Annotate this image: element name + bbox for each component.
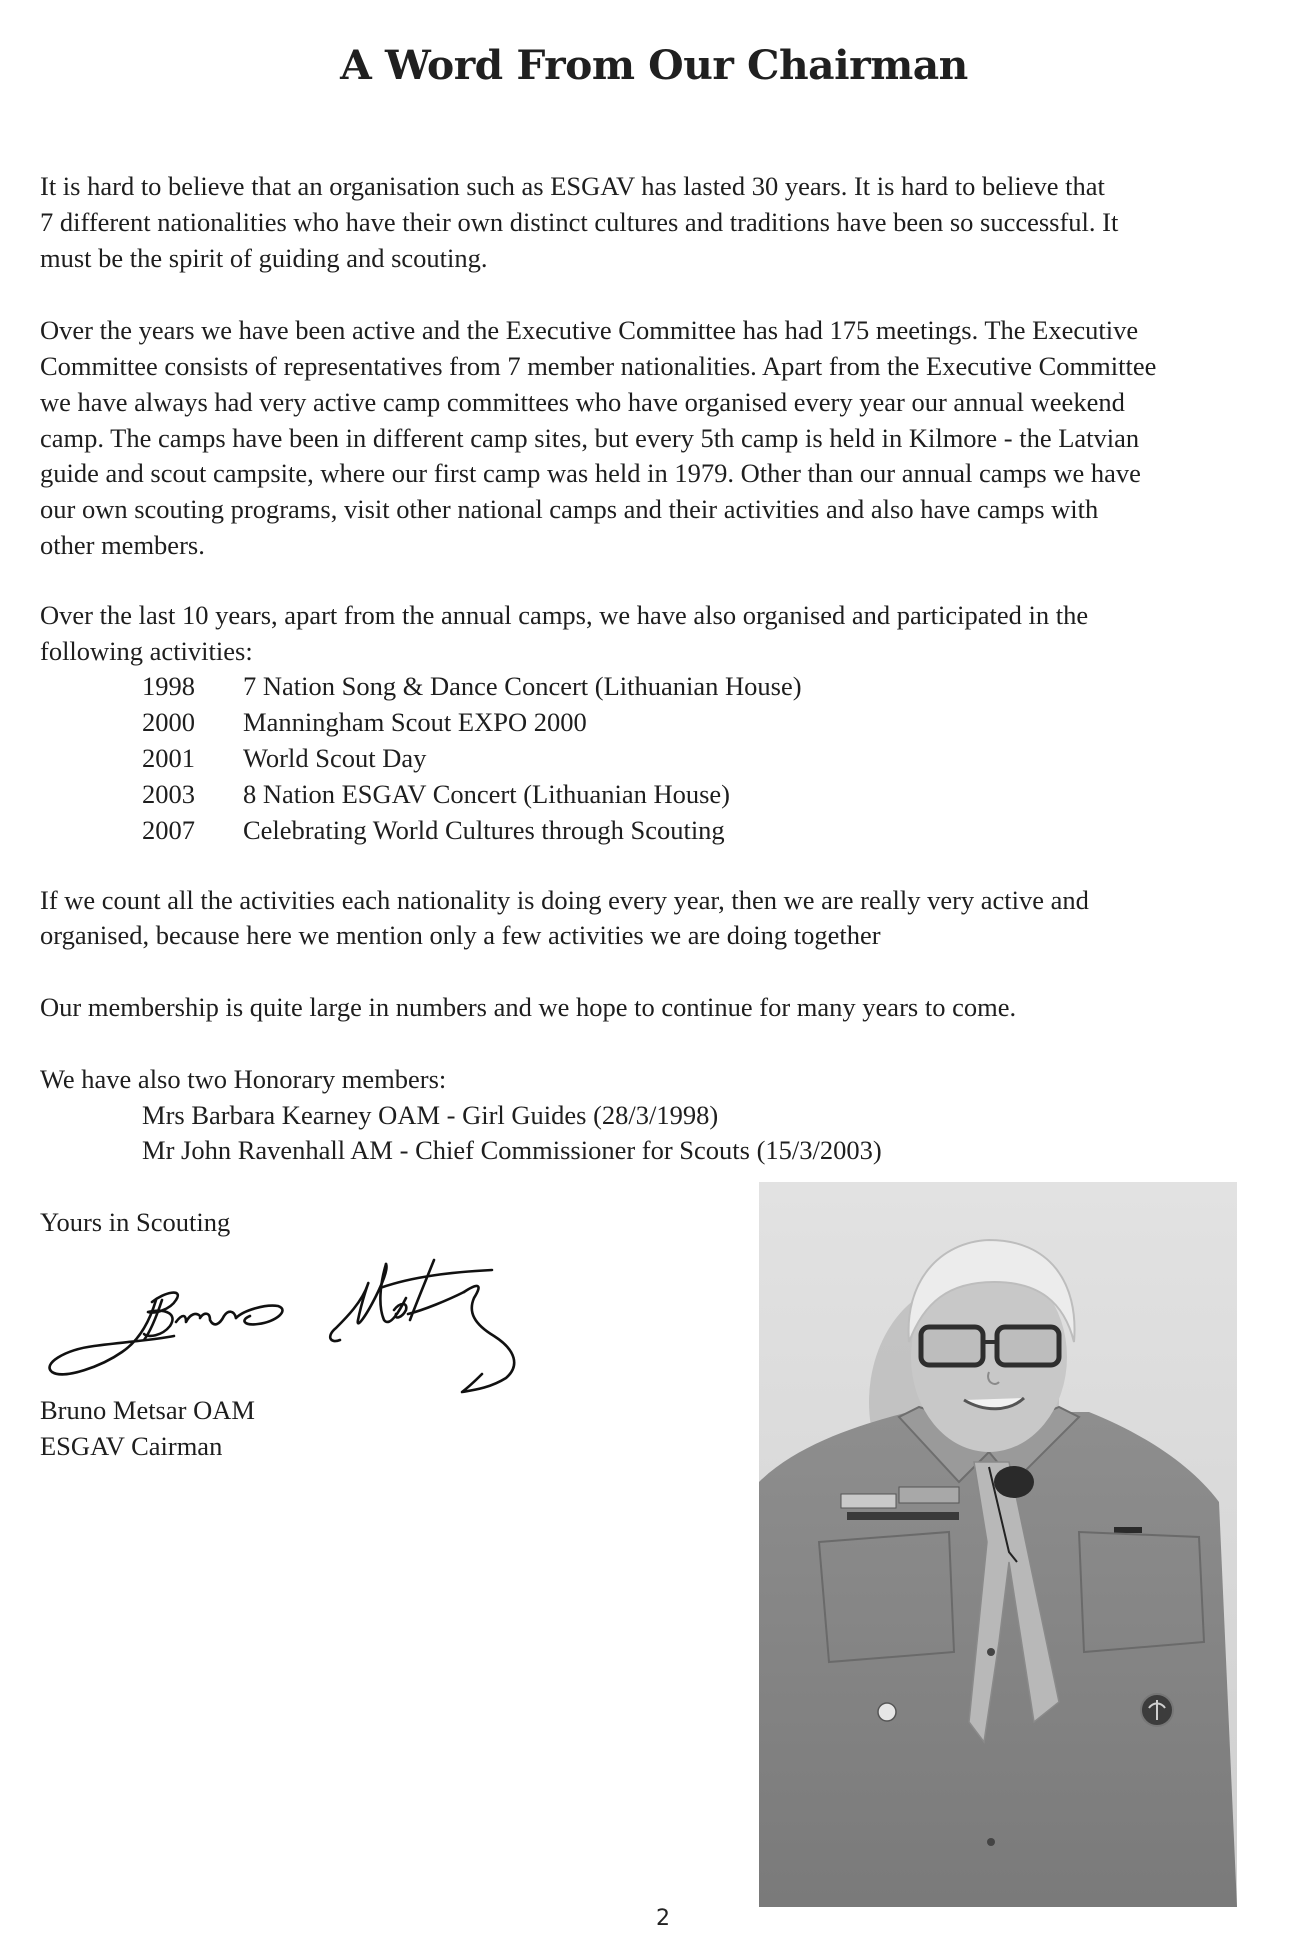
activity-year: 1998 bbox=[142, 671, 195, 701]
paragraph-2-line: camp. The camps have been in different camp sites, but every 5th camp is held in Kilmore - the Latvian bbox=[40, 423, 1140, 453]
activity-year: 2001 bbox=[142, 743, 195, 773]
signatory-name: Bruno Metsar OAM bbox=[40, 1395, 255, 1425]
closing-text: Yours in Scouting bbox=[40, 1207, 231, 1237]
activity-name: 8 Nation ESGAV Concert (Lithuanian House) bbox=[243, 779, 730, 809]
activity-year: 2007 bbox=[142, 815, 195, 845]
paragraph-2-line: we have always had very active camp committees who have organised every year our annual weekend bbox=[40, 387, 1125, 417]
paragraph-2-line: Committee consists of representatives from 7 member nationalities. Apart from the Executive Committee bbox=[40, 351, 1157, 381]
paragraph-2-line: Over the years we have been active and the Executive Committee has had 175 meetings. The Executive bbox=[40, 315, 1139, 345]
paragraph-1-line: must be the spirit of guiding and scouting. bbox=[40, 243, 488, 273]
activity-name: World Scout Day bbox=[243, 743, 427, 773]
honorary-member: Mr John Ravenhall AM - Chief Commissioner for Scouts (15/3/2003) bbox=[142, 1135, 882, 1165]
signatory-role: ESGAV Cairman bbox=[40, 1431, 223, 1461]
paragraph-1-line: It is hard to believe that an organisation such as ESGAV has lasted 30 years. It is hard to believe that bbox=[40, 171, 1105, 201]
paragraph-3-line: Over the last 10 years, apart from the annual camps, we have also organised and participated in the bbox=[40, 600, 1089, 630]
signature bbox=[44, 1240, 584, 1410]
paragraph-2-line: other members. bbox=[40, 530, 205, 560]
activity-name: 7 Nation Song & Dance Concert (Lithuanian House) bbox=[243, 671, 802, 701]
activity-year: 2000 bbox=[142, 707, 195, 737]
paragraph-4-line: organised, because here we mention only a few activities we are doing together bbox=[40, 920, 881, 950]
chairman-photo bbox=[759, 1182, 1237, 1907]
page-number: 2 bbox=[656, 1906, 670, 1931]
honorary-intro: We have also two Honorary members: bbox=[40, 1064, 447, 1094]
paragraph-5: Our membership is quite large in numbers and we hope to continue for many years to come. bbox=[40, 992, 1017, 1022]
activity-name: Manningham Scout EXPO 2000 bbox=[243, 707, 587, 737]
paragraph-2-line: our own scouting programs, visit other national camps and their activities and also have camps with bbox=[40, 494, 1099, 524]
honorary-member: Mrs Barbara Kearney OAM - Girl Guides (28/3/1998) bbox=[142, 1100, 719, 1130]
paragraph-3-line: following activities: bbox=[40, 636, 253, 666]
paragraph-2-line: guide and scout campsite, where our first camp was held in 1979. Other than our annual camps we have bbox=[40, 458, 1141, 488]
paragraph-1-line: 7 different nationalities who have their own distinct cultures and traditions have been so successful. It bbox=[40, 207, 1119, 237]
activity-year: 2003 bbox=[142, 779, 195, 809]
paragraph-4-line: If we count all the activities each nationality is doing every year, then we are really very active and bbox=[40, 885, 1089, 915]
page-title: A Word From Our Chairman bbox=[340, 42, 968, 89]
activity-name: Celebrating World Cultures through Scouting bbox=[243, 815, 725, 845]
